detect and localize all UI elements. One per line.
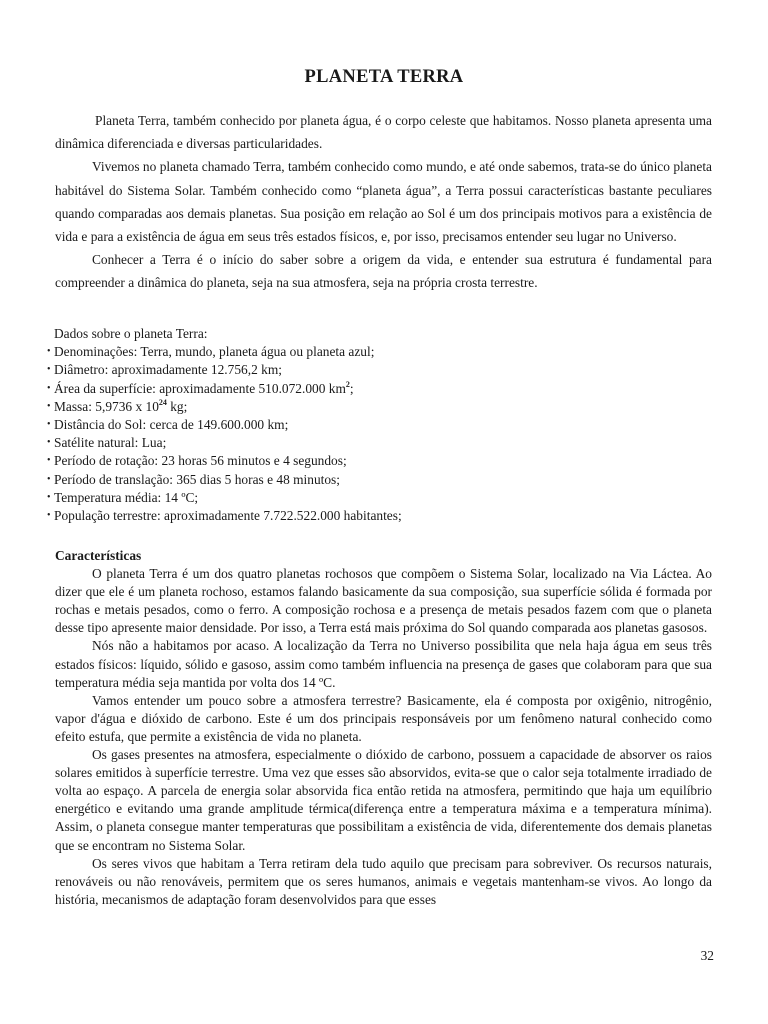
intro-paragraph: Conhecer a Terra é o início do saber sobre a origem da vida, e entender sua estrutura é fundamental para compreender a dinâmica do planeta, seja na sua atmosfera, seja na própria crosta terrestre. (55, 252, 712, 291)
characteristics-paragraph: Os seres vivos que habitam a Terra retiram dela tudo aquilo que precisam para sobreviver. Os recursos naturais, renováveis ou não renováveis, permitem que os seres humanos, animais e vegetais mantenham-se vivos. Ao longo da história, mecanismos de adaptação foram desenvolvidos para que esses (55, 855, 712, 907)
bullet-icon: • (47, 491, 51, 503)
list-item (47, 434, 707, 452)
list-item-text: Área da superfície: aproximadamente 510.072.000 km (54, 380, 346, 396)
area-exponent: 2 (345, 379, 350, 389)
bullet-icon: • (47, 437, 51, 449)
list-item (47, 507, 707, 525)
list-item-text: Massa: 5,9736 x 10 (54, 398, 159, 414)
list-item (47, 471, 707, 489)
bullet-icon: • (47, 473, 51, 485)
list-item-text: Distância do Sol: cerca de 149.600.000 km; (54, 417, 289, 433)
bullet-icon: • (47, 419, 51, 431)
list-item-text: Período de translação: 365 dias 5 horas e 48 minutos; (54, 471, 340, 487)
list-item (47, 416, 707, 434)
list-item (47, 398, 707, 416)
list-item-text: Período de rotação: 23 horas 56 minutos e 4 segundos; (54, 453, 347, 469)
characteristics-paragraph: Os gases presentes na atmosfera, especialmente o dióxido de carbono, possuem a capacidade de absorver os raios solares emitidos à superfície terrestre. Uma vez que esses são absorvidos, evita-se que o calor seja totalmente irradiado de volta ao espaço. A parcela de energia solar absorvida fica então retida na atmosfera, permitindo que haja um equilíbrio energético e evitando uma grande amplitude térmica(diferença entre a temperatura máxima e a temperatura mínima). Assim, o planeta consegue manter temperaturas que possibilitam a existência de vida, diferentemente dos demais planetas que se encontram no Sistema Solar. (55, 747, 712, 853)
intro-paragraph: Planeta Terra, também conhecido por planeta água, é o corpo celeste que habitamos. Nosso planeta apresenta uma dinâmica diferenciada e diversas particularidades. (55, 113, 712, 152)
list-item (47, 380, 707, 398)
mass-exponent: 24 (158, 397, 167, 407)
characteristics-heading: Características (55, 548, 142, 563)
list-item (47, 489, 707, 507)
mass-suffix: kg; (166, 398, 188, 414)
bullet-icon: • (47, 346, 51, 358)
bullet-icon: • (47, 400, 51, 412)
list-item (47, 452, 707, 470)
list-item-text: População terrestre: aproximadamente 7.722.522.000 habitantes; (54, 508, 402, 524)
page-title: PLANETA TERRA (304, 67, 464, 87)
characteristics-paragraph: O planeta Terra é um dos quatro planetas rochosos que compõem o Sistema Solar, localizado na Via Láctea. Ao dizer que ele é um planeta rochoso, estamos falando basicamente da sua composição, sua superfície sólida é formada por rochas e metais pesados, como o ferro. A composição rochosa e a presença de metais pesados fazem com que o planeta desse tipo apresente maior densidade. Por isso, a Terra está mais próxima do Sol quando comparada aos planetas gasosos. (55, 566, 712, 636)
intro-paragraph: Vivemos no planeta chamado Terra, também conhecido como mundo, e até onde sabemos, trata-se do único planeta habitável do Sistema Solar. Também conhecido como “planeta água”, a Terra possui características bastante peculiares quando comparadas aos demais planetas. Sua posição em relação ao Sol é um dos principais motivos para a existência de vida e para a existência de água em seus três estados físicos, e, por isso, precisamos entender seu lugar no Universo. (55, 159, 712, 245)
list-item-text: Satélite natural: Lua; (54, 435, 167, 451)
characteristics-paragraph: Vamos entender um pouco sobre a atmosfera terrestre? Basicamente, ela é composta por oxigênio, nitrogênio, vapor d'água e dióxido de carbono. Este é um dos principais responsáveis por um fenômeno natural conhecido como efeito estufa, que permite a existência de vida no planeta. (55, 692, 712, 744)
list-item (47, 343, 707, 361)
area-suffix: ; (349, 380, 354, 396)
bullet-icon: • (47, 455, 51, 467)
bullet-icon: • (47, 382, 51, 394)
list-item-text: Diâmetro: aproximadamente 12.756,2 km; (54, 362, 282, 378)
bullet-icon: • (47, 510, 51, 522)
intro-section (55, 109, 712, 295)
characteristics-section (55, 547, 712, 909)
list-item-text: Temperatura média: 14 ºC; (54, 489, 199, 505)
planet-data-heading: Dados sobre o planeta Terra: (54, 326, 208, 341)
bullet-icon: • (47, 364, 51, 376)
planet-data-section (47, 325, 707, 525)
characteristics-paragraph: Nós não a habitamos por acaso. A localização da Terra no Universo possibilita que nela haja água em seus três estados físicos: líquido, sólido e gasoso, assim como também influencia na presença de gases que colaboram para que sua temperatura média seja mantida por volta dos 14 ºC. (55, 638, 712, 690)
page-number: 32 (700, 948, 714, 963)
list-item (47, 361, 707, 379)
planet-data-list (47, 343, 707, 525)
list-item-text: Denominações: Terra, mundo, planeta água ou planeta azul; (54, 344, 375, 360)
